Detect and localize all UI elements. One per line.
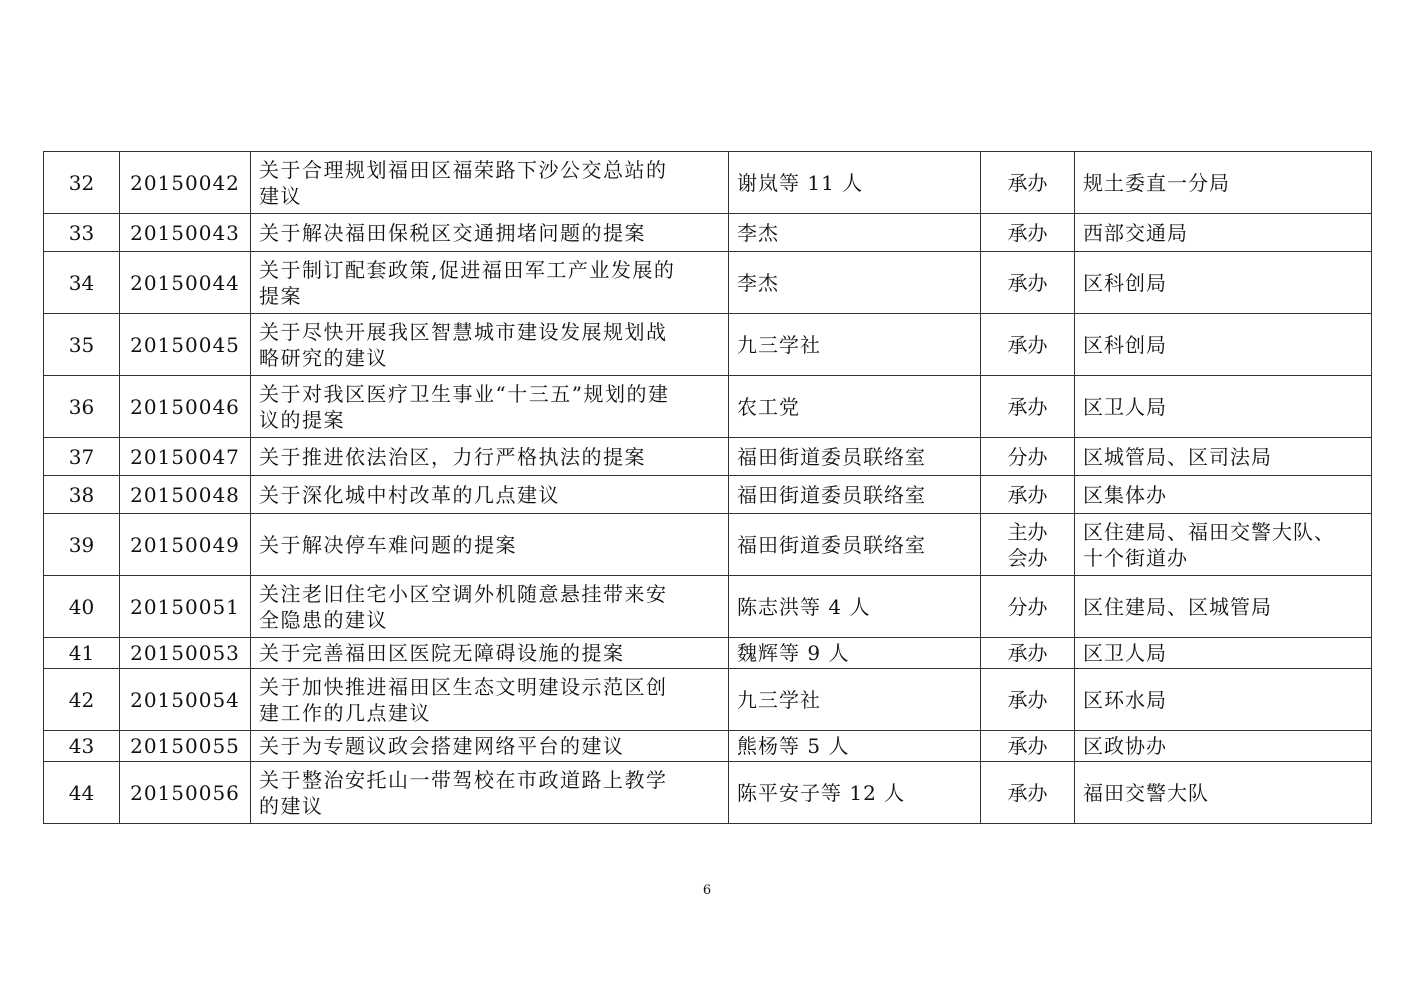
proposal-title-cell — [251, 438, 729, 476]
type-line: 承办 — [1007, 641, 1048, 665]
handling-type-cell — [981, 152, 1075, 214]
proposal-title-cell — [251, 314, 729, 376]
proposal-code-cell: 20150049 — [120, 514, 251, 576]
table-row — [44, 731, 1372, 762]
handling-unit-cell — [1075, 376, 1372, 438]
proposal-title-cell — [251, 514, 729, 576]
row-number-cell: 44 — [44, 762, 120, 824]
unit-line: 区住建局、福田交警大队、 — [1083, 519, 1335, 544]
page-number: 6 — [702, 883, 712, 898]
type-line: 承办 — [1007, 734, 1048, 758]
unit-line: 十个街道办 — [1083, 545, 1188, 570]
proposer-cell: 魏辉等 9 人 — [729, 638, 981, 669]
handling-type-cell — [981, 669, 1075, 731]
title-line: 略研究的建议 — [259, 345, 388, 370]
handling-type-cell — [981, 731, 1075, 762]
title-line: 关注老旧住宅小区空调外机随意悬挂带来安 — [259, 581, 668, 606]
title-line: 关于为专题议政会搭建网络平台的建议 — [259, 734, 625, 758]
proposal-code-cell: 20150051 — [120, 576, 251, 638]
type-line: 承办 — [1007, 780, 1048, 805]
title-line: 关于对我区医疗卫生事业“十三五”规划的建 — [259, 381, 670, 406]
proposer-cell: 陈平安子等 12 人 — [729, 762, 981, 824]
type-line: 承办 — [1007, 270, 1048, 295]
title-line: 关于合理规划福田区福荣路下沙公交总站的 — [259, 157, 668, 182]
unit-line: 福田交警大队 — [1083, 780, 1209, 805]
table-row — [44, 376, 1372, 438]
row-number-cell: 34 — [44, 252, 120, 314]
type-line: 承办 — [1007, 220, 1048, 245]
handling-type-cell — [981, 476, 1075, 514]
handling-unit-cell — [1075, 476, 1372, 514]
row-number-cell: 36 — [44, 376, 120, 438]
unit-line: 区卫人局 — [1083, 394, 1167, 419]
handling-type-cell — [981, 252, 1075, 314]
unit-line: 区城管局、区司法局 — [1083, 444, 1272, 469]
unit-line: 区环水局 — [1083, 687, 1167, 712]
type-line: 承办 — [1007, 394, 1048, 419]
proposal-code-cell: 20150054 — [120, 669, 251, 731]
handling-type-cell — [981, 214, 1075, 252]
table-row — [44, 476, 1372, 514]
row-number-cell: 42 — [44, 669, 120, 731]
handling-unit-cell — [1075, 762, 1372, 824]
row-number-cell: 43 — [44, 731, 120, 762]
proposal-code-cell: 20150044 — [120, 252, 251, 314]
title-line: 关于推进依法治区，力行严格执法的提案 — [259, 444, 646, 469]
title-line: 关于尽快开展我区智慧城市建设发展规划战 — [259, 319, 668, 344]
proposer-cell: 李杰 — [729, 252, 981, 314]
handling-unit-cell — [1075, 576, 1372, 638]
proposal-title-cell — [251, 669, 729, 731]
type-line: 分办 — [1007, 444, 1048, 469]
unit-line: 区科创局 — [1083, 270, 1167, 295]
type-line: 主办 — [1007, 519, 1048, 544]
proposer-cell: 农工党 — [729, 376, 981, 438]
table-row — [44, 152, 1372, 214]
proposal-title-cell — [251, 252, 729, 314]
type-line: 承办 — [1007, 687, 1048, 712]
table-row — [44, 438, 1372, 476]
row-number-cell: 41 — [44, 638, 120, 669]
proposal-code-cell: 20150045 — [120, 314, 251, 376]
handling-type-cell — [981, 576, 1075, 638]
proposal-title-cell — [251, 731, 729, 762]
type-line: 承办 — [1007, 482, 1048, 507]
handling-type-cell — [981, 514, 1075, 576]
type-line: 承办 — [1007, 332, 1048, 357]
unit-line: 区集体办 — [1083, 482, 1167, 507]
proposer-cell: 福田街道委员联络室 — [729, 476, 981, 514]
title-line: 关于深化城中村改革的几点建议 — [259, 482, 560, 507]
table-row — [44, 669, 1372, 731]
proposal-table — [43, 151, 1372, 824]
row-number-cell: 39 — [44, 514, 120, 576]
proposer-cell: 福田街道委员联络室 — [729, 514, 981, 576]
title-line: 关于解决福田保税区交通拥堵问题的提案 — [259, 220, 646, 245]
handling-type-cell — [981, 314, 1075, 376]
table-row — [44, 514, 1372, 576]
proposal-title-cell — [251, 762, 729, 824]
table-row — [44, 314, 1372, 376]
handling-type-cell — [981, 438, 1075, 476]
proposal-code-cell: 20150046 — [120, 376, 251, 438]
unit-line: 规土委直一分局 — [1083, 170, 1230, 195]
handling-unit-cell — [1075, 731, 1372, 762]
title-line: 关于制订配套政策,促进福田军工产业发展的 — [259, 257, 676, 282]
unit-line: 区卫人局 — [1083, 641, 1167, 665]
proposal-code-cell: 20150042 — [120, 152, 251, 214]
handling-unit-cell — [1075, 438, 1372, 476]
title-line: 关于完善福田区医院无障碍设施的提案 — [259, 641, 625, 665]
proposal-title-cell — [251, 376, 729, 438]
proposal-code-cell: 20150055 — [120, 731, 251, 762]
proposal-title-cell — [251, 152, 729, 214]
row-number-cell: 35 — [44, 314, 120, 376]
handling-unit-cell — [1075, 638, 1372, 669]
proposer-cell: 福田街道委员联络室 — [729, 438, 981, 476]
row-number-cell: 37 — [44, 438, 120, 476]
proposal-code-cell: 20150053 — [120, 638, 251, 669]
handling-unit-cell — [1075, 252, 1372, 314]
row-number-cell: 32 — [44, 152, 120, 214]
handling-type-cell — [981, 638, 1075, 669]
title-line: 提案 — [259, 283, 302, 308]
proposal-code-cell: 20150047 — [120, 438, 251, 476]
title-line: 全隐患的建议 — [259, 607, 388, 632]
handling-unit-cell — [1075, 152, 1372, 214]
type-line: 会办 — [1007, 545, 1048, 570]
proposal-code-cell: 20150043 — [120, 214, 251, 252]
proposal-title-cell — [251, 214, 729, 252]
type-line: 分办 — [1007, 594, 1048, 619]
unit-line: 区政协办 — [1083, 734, 1167, 758]
proposer-cell: 九三学社 — [729, 314, 981, 376]
proposal-code-cell: 20150056 — [120, 762, 251, 824]
proposer-cell: 熊杨等 5 人 — [729, 731, 981, 762]
handling-type-cell — [981, 376, 1075, 438]
handling-type-cell — [981, 762, 1075, 824]
title-line: 议的提案 — [259, 407, 345, 432]
table-row — [44, 576, 1372, 638]
proposal-title-cell — [251, 638, 729, 669]
unit-line: 区科创局 — [1083, 332, 1167, 357]
table-row — [44, 214, 1372, 252]
handling-unit-cell — [1075, 514, 1372, 576]
proposer-cell: 九三学社 — [729, 669, 981, 731]
handling-unit-cell — [1075, 314, 1372, 376]
proposer-cell: 陈志洪等 4 人 — [729, 576, 981, 638]
unit-line: 西部交通局 — [1083, 220, 1188, 245]
type-line: 承办 — [1007, 170, 1048, 195]
table-row — [44, 252, 1372, 314]
title-line: 建工作的几点建议 — [259, 700, 431, 725]
title-line: 关于加快推进福田区生态文明建设示范区创 — [259, 674, 668, 699]
proposal-code-cell: 20150048 — [120, 476, 251, 514]
row-number-cell: 38 — [44, 476, 120, 514]
proposer-cell: 李杰 — [729, 214, 981, 252]
proposer-cell: 谢岚等 11 人 — [729, 152, 981, 214]
handling-unit-cell — [1075, 669, 1372, 731]
title-line: 关于整治安托山一带驾校在市政道路上教学 — [259, 767, 668, 792]
title-line: 的建议 — [259, 793, 324, 818]
row-number-cell: 40 — [44, 576, 120, 638]
proposal-table-body — [44, 152, 1372, 824]
handling-unit-cell — [1075, 214, 1372, 252]
proposal-title-cell — [251, 476, 729, 514]
table-row — [44, 762, 1372, 824]
proposal-title-cell — [251, 576, 729, 638]
unit-line: 区住建局、区城管局 — [1083, 594, 1272, 619]
title-line: 建议 — [259, 183, 302, 208]
table-row — [44, 638, 1372, 669]
title-line: 关于解决停车难问题的提案 — [259, 532, 517, 557]
row-number-cell: 33 — [44, 214, 120, 252]
